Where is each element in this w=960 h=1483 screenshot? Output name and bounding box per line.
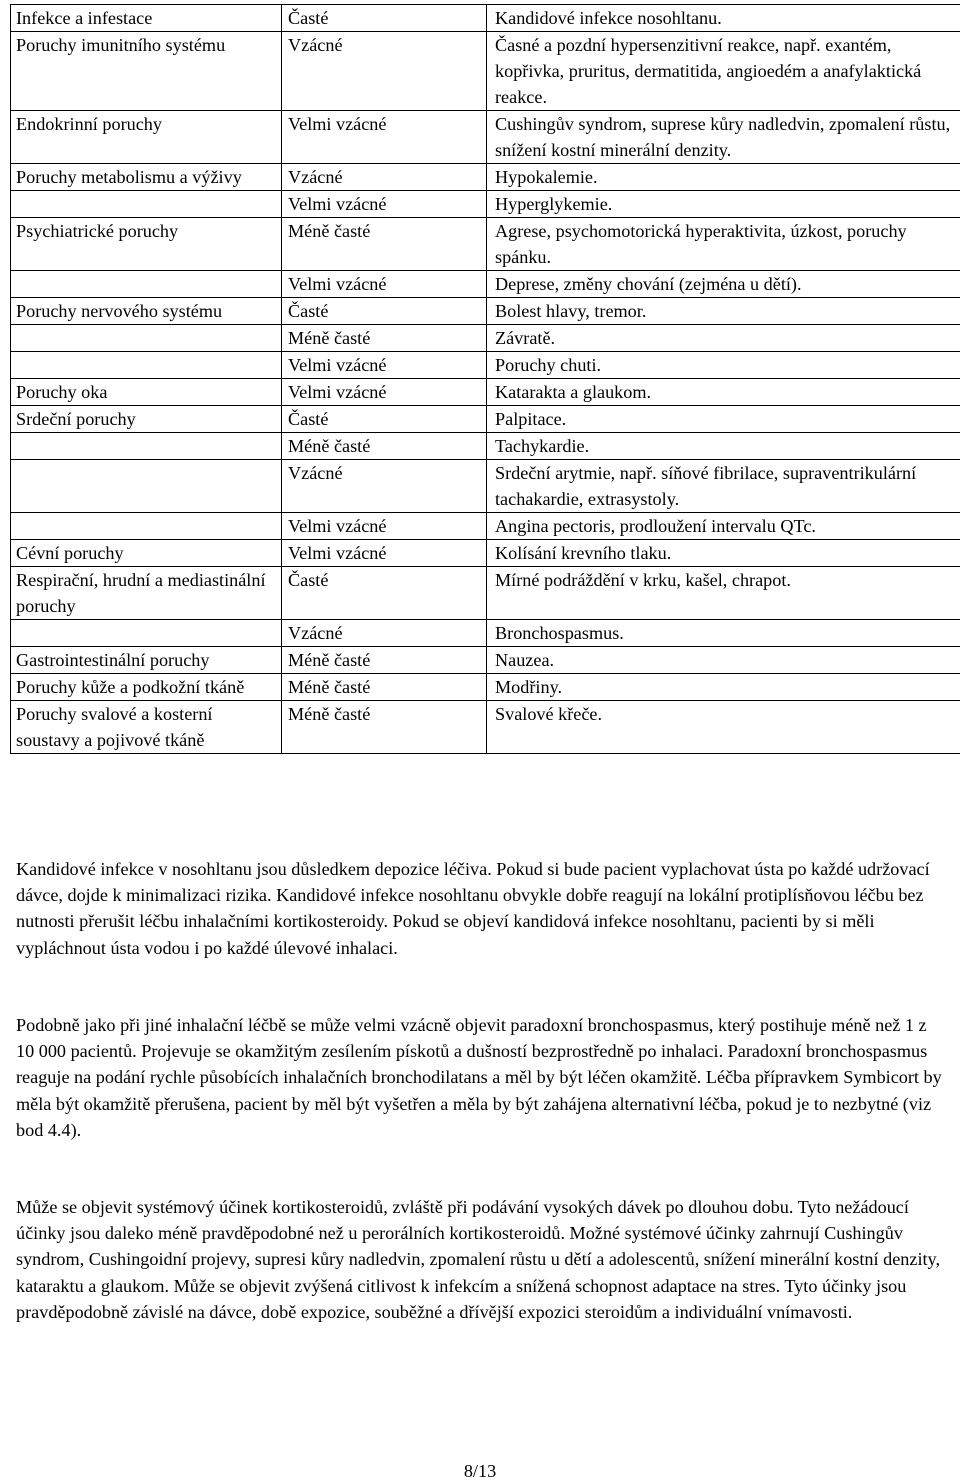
frequency-cell: Velmi vzácné — [282, 540, 487, 567]
adverse-effect-cell: Deprese, změny chování (zejména u dětí). — [487, 271, 960, 298]
adverse-effect-cell: Časné a pozdní hypersenzitivní reakce, např. exantém, kopřivka, pruritus, dermatitida, angioedém a anafylaktická reakce. — [487, 32, 960, 111]
table-row — [11, 32, 960, 111]
table-row — [11, 620, 960, 647]
adverse-effect-cell: Agrese, psychomotorická hyperaktivita, úzkost, poruchy spánku. — [487, 218, 960, 271]
frequency-cell: Velmi vzácné — [282, 191, 487, 218]
frequency-cell: Vzácné — [282, 32, 487, 111]
system-organ-class-cell: Poruchy kůže a podkožní tkáně — [11, 674, 282, 701]
table-row — [11, 164, 960, 191]
table-row — [11, 406, 960, 433]
adverse-effect-cell: Srdeční arytmie, např. síňové fibrilace, supraventrikulární tachakardie, extrasystoly. — [487, 460, 960, 513]
adverse-effect-cell: Palpitace. — [487, 406, 960, 433]
adverse-effect-cell: Cushingův syndrom, suprese kůry nadledvin, zpomalení růstu, snížení kostní minerální denzity. — [487, 111, 960, 164]
table-row — [11, 325, 960, 352]
table-row — [11, 513, 960, 540]
table-row — [11, 701, 960, 754]
frequency-cell: Méně časté — [282, 647, 487, 674]
adverse-effect-cell: Kandidové infekce nosohltanu. — [487, 5, 960, 32]
adverse-effect-cell: Angina pectoris, prodloužení intervalu QTc. — [487, 513, 960, 540]
system-organ-class-cell: Psychiatrické poruchy — [11, 218, 282, 271]
adverse-effect-cell: Svalové křeče. — [487, 701, 960, 754]
system-organ-class-cell — [11, 325, 282, 352]
frequency-cell: Vzácné — [282, 620, 487, 647]
frequency-cell: Méně časté — [282, 218, 487, 271]
table-row — [11, 352, 960, 379]
frequency-cell: Časté — [282, 406, 487, 433]
system-organ-class-cell: Cévní poruchy — [11, 540, 282, 567]
adverse-effect-cell: Katarakta a glaukom. — [487, 379, 960, 406]
system-organ-class-cell: Poruchy nervového systému — [11, 298, 282, 325]
table-row — [11, 5, 960, 32]
frequency-cell: Méně časté — [282, 674, 487, 701]
frequency-cell: Vzácné — [282, 164, 487, 191]
adverse-effect-cell: Tachykardie. — [487, 433, 960, 460]
adverse-effect-cell: Nauzea. — [487, 647, 960, 674]
frequency-cell: Velmi vzácné — [282, 271, 487, 298]
adverse-effect-cell: Kolísání krevního tlaku. — [487, 540, 960, 567]
table-row — [11, 191, 960, 218]
table-row — [11, 298, 960, 325]
table-row — [11, 271, 960, 298]
system-organ-class-cell — [11, 513, 282, 540]
paragraph-candida-infections: Kandidové infekce v nosohltanu jsou důsledkem depozice léčiva. Pokud si bude pacient vyplachovat ústa po každé udržovací dávce, dojde k minimalizaci rizika. Kandidové infekce nosohltanu obvykle dobře reagují na lokální protiplísňovou léčbu bez nutnosti přerušit léčbu inhalačními kortikosteroidy. Pokud se objeví kandidová infekce nosohltanu, pacienti by si měli vypláchnout ústa vodou i po každé úlevové inhalaci. — [16, 859, 930, 958]
adverse-effect-cell: Modřiny. — [487, 674, 960, 701]
system-organ-class-cell — [11, 460, 282, 513]
system-organ-class-cell — [11, 191, 282, 218]
system-organ-class-cell: Poruchy svalové a kosterní soustavy a pojivové tkáně — [11, 701, 282, 754]
adverse-effect-cell: Hypokalemie. — [487, 164, 960, 191]
system-organ-class-cell — [11, 271, 282, 298]
page-number: 8/13 — [463, 1461, 497, 1481]
frequency-cell: Vzácné — [282, 460, 487, 513]
frequency-cell: Časté — [282, 5, 487, 32]
frequency-cell: Velmi vzácné — [282, 379, 487, 406]
system-organ-class-cell: Respirační, hrudní a mediastinální poruchy — [11, 567, 282, 620]
system-organ-class-cell: Poruchy metabolismu a výživy — [11, 164, 282, 191]
adverse-effect-cell: Hyperglykemie. — [487, 191, 960, 218]
system-organ-class-cell: Infekce a infestace — [11, 5, 282, 32]
table-row — [11, 379, 960, 406]
system-organ-class-cell: Poruchy imunitního systému — [11, 32, 282, 111]
paragraph-paradoxical-bronchospasm: Podobně jako při jiné inhalační léčbě se může velmi vzácně objevit paradoxní bronchospasmus, který postihuje méně než 1 z 10 000 pacientů. Projevuje se okamžitým zesílením pískotů a dušností bezprostředně po inhalaci. Paradoxní bronchospasmus reaguje na podání rychle působících inhalačních bronchodilatans a měl by být léčen okamžitě. Léčba přípravkem Symbicort by měla být okamžitě přerušena, pacient by měl být vyšetřen a měla by být zahájena alternativní léčba, pokud je to nezbytné (viz bod 4.4). — [16, 1015, 942, 1140]
adverse-effect-cell: Poruchy chuti. — [487, 352, 960, 379]
system-organ-class-cell: Endokrinní poruchy — [11, 111, 282, 164]
table-row — [11, 674, 960, 701]
adverse-effects-table — [10, 4, 960, 754]
adverse-effect-cell: Bronchospasmus. — [487, 620, 960, 647]
frequency-cell: Velmi vzácné — [282, 513, 487, 540]
frequency-cell: Méně časté — [282, 701, 487, 754]
adverse-effect-cell: Závratě. — [487, 325, 960, 352]
table-row — [11, 647, 960, 674]
system-organ-class-cell: Poruchy oka — [11, 379, 282, 406]
frequency-cell: Méně časté — [282, 325, 487, 352]
table-row — [11, 460, 960, 513]
frequency-cell: Časté — [282, 567, 487, 620]
system-organ-class-cell — [11, 352, 282, 379]
table-row — [11, 218, 960, 271]
frequency-cell: Velmi vzácné — [282, 111, 487, 164]
adverse-effects-table-body — [11, 5, 960, 754]
system-organ-class-cell — [11, 620, 282, 647]
frequency-cell: Velmi vzácné — [282, 352, 487, 379]
adverse-effect-cell: Mírné podráždění v krku, kašel, chrapot. — [487, 567, 960, 620]
frequency-cell: Časté — [282, 298, 487, 325]
system-organ-class-cell — [11, 433, 282, 460]
table-row — [11, 433, 960, 460]
paragraph-systemic-corticosteroid-effects: Může se objevit systémový účinek kortikosteroidů, zvláště při podávání vysokých dávek po dlouhou dobu. Tyto nežádoucí účinky jsou daleko méně pravděpodobné než u perorálních kortikosteroidů. Možné systémové účinky zahrnují Cushingův syndrom, Cushingoidní projevy, supresi kůry nadledvin, zpomalení růstu u dětí a adolescentů, snížení minerální kostní denzity, kataraktu a glaukom. Může se objevit zvýšená citlivost k infekcím a snížená schopnost adaptace na stres. Tyto účinky jsou pravděpodobně závislé na dávce, době expozice, souběžné a dřívější expozici steroidům a individuální vnímavosti. — [16, 1197, 941, 1322]
frequency-cell: Méně časté — [282, 433, 487, 460]
table-row — [11, 540, 960, 567]
table-row — [11, 567, 960, 620]
system-organ-class-cell: Gastrointestinální poruchy — [11, 647, 282, 674]
adverse-effect-cell: Bolest hlavy, tremor. — [487, 298, 960, 325]
table-row — [11, 111, 960, 164]
system-organ-class-cell: Srdeční poruchy — [11, 406, 282, 433]
